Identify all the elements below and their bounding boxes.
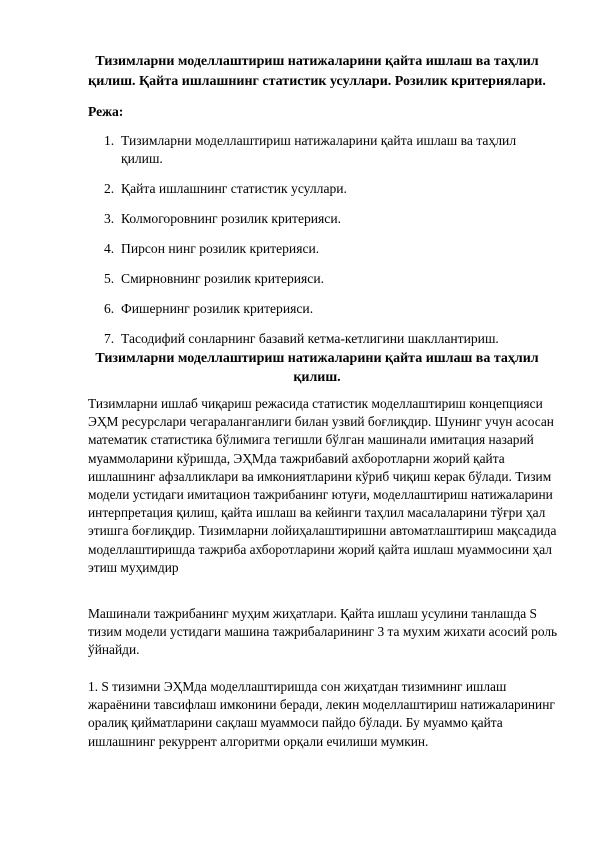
plan-item bbox=[104, 240, 544, 258]
plan-item bbox=[104, 330, 544, 348]
plan-item-number: 7. bbox=[104, 331, 115, 346]
plan-item-number: 1. bbox=[104, 133, 115, 148]
body-paragraph: Тизимларни ишлаб чиқариш режасида статистик моделлаштириш концепцияси ЭҲМ ресурслари чегараланганлиги билан узвий боғлиқдир. Шунинг учун асосан математик статистика бўлимига тегишли бўлган машинали имитация назарий муаммоларини кўришда, ЭҲМда тажрибавий ахборотларни жорий қайта ишлашнинг афзалликлари ва имкониятларини кўриб чиқиш керак бўлади. Тизим модели устидаги имитацион тажрибанинг ютуғи, моделлаштириш натижаларини интерпретация қилиш, қайта ишлаш ва кейинги таҳлил масалаларини тўғри ҳал этишга боғлиқдир. Тизимларни лойиҳалаштиришни автоматлаштириш мақсадида моделлаштиришда тажриба ахборотларини жорий қайта ишлаш муаммосини ҳал этиш муҳимдир bbox=[88, 396, 557, 575]
plan-item-number: 6. bbox=[104, 301, 115, 316]
plan-label: Режа: bbox=[88, 104, 124, 119]
body-paragraph: 1. S тизимни ЭҲМда моделлаштиришда сон жиҳатдан тизимнинг ишлаш жараёнини тавсифлаш имконини беради, лекин моделлаштириш натижаларининг оралиқ қийматларини сақлаш муаммоси пайдо бўлади. Бу муаммо қайта ишлашнинг рекуррент алгоритми орқали ечилиши мумкин. bbox=[88, 679, 555, 749]
plan-item-number: 2. bbox=[104, 181, 115, 196]
plan-item-number: 3. bbox=[104, 211, 115, 226]
document-title: Тизимларни моделлаштириш натижаларини қайта ишлаш ва таҳлил қилиш. Қайта ишлашнинг статистик усуллари. Розилик критериялари. bbox=[88, 54, 546, 89]
plan-item bbox=[104, 270, 544, 288]
plan-item bbox=[104, 132, 544, 168]
plan-item-text: Қайта ишлашнинг статистик усуллари. bbox=[121, 181, 347, 196]
plan-item-text: Тизимларни моделлаштириш натижаларини қайта ишлаш ва таҳлил қилиш. bbox=[121, 133, 517, 166]
section-title: Тизимларни моделлаштириш натижаларини қайта ишлаш ва таҳлил қилиш. bbox=[95, 351, 539, 385]
plan-list bbox=[104, 132, 544, 360]
plan-item-number: 5. bbox=[104, 271, 115, 286]
plan-item-text: Тасодифий сонларнинг базавий кетма-кетлигини шакллантириш. bbox=[121, 331, 499, 346]
plan-item bbox=[104, 300, 544, 318]
plan-item-text: Пирсон нинг розилик критерияси. bbox=[121, 241, 320, 256]
plan-item-text: Фишернинг розилик критерияси. bbox=[121, 301, 314, 316]
body-paragraph: Машинали тажрибанинг муҳим жиҳатлари. Қайта ишлаш усулини танлашда S тизим модели устидаги машина тажрибаларининг 3 та мухим жихати асосий роль ўйнайди. bbox=[88, 606, 558, 658]
plan-item-text: Колмогоровнинг розилик критерияси. bbox=[121, 211, 342, 226]
plan-item bbox=[104, 210, 544, 228]
plan-item-text: Смирновнинг розилик критерияси. bbox=[121, 271, 325, 286]
plan-item-number: 4. bbox=[104, 241, 115, 256]
plan-item bbox=[104, 180, 544, 198]
